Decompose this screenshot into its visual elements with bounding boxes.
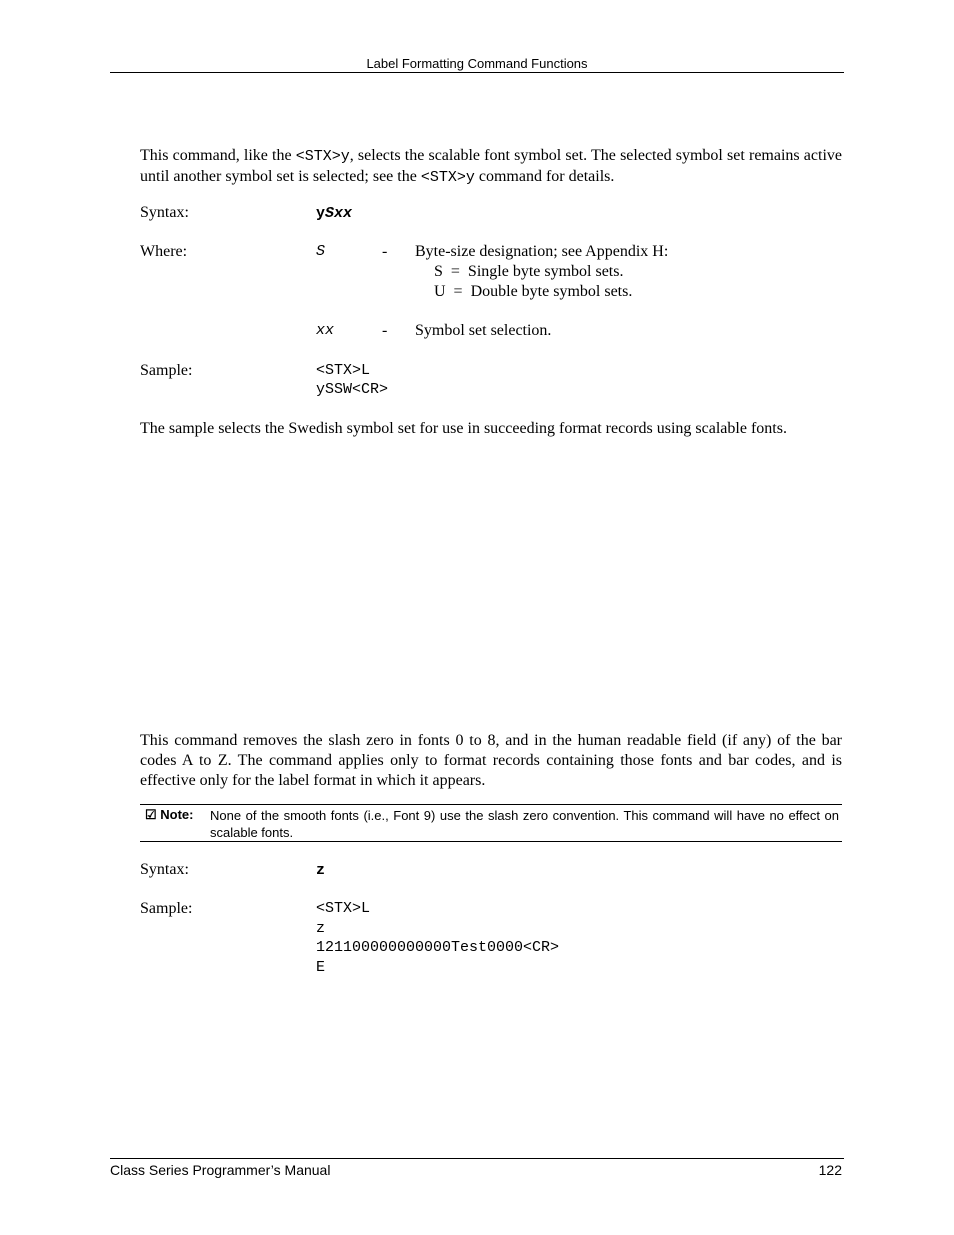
intro-text: , selects the scalable font symbol set. The selected symbol set remains active until another symbol set is selected; see the (140, 147, 842, 185)
param-description: Byte-size designation; see Appendix H: (415, 243, 669, 260)
syntax-label: Syntax: (140, 204, 189, 221)
sample-line: ySSW<CR> (316, 381, 389, 398)
sample-label: Sample: (140, 362, 193, 379)
sample-line: z (316, 919, 326, 937)
note-top-rule (140, 804, 842, 805)
intro-code: <STX>y (295, 148, 350, 165)
syntax-param: Sxx (325, 205, 353, 222)
syntax-prefix: y (316, 205, 326, 222)
sample-line: <STX>L (316, 362, 371, 379)
footer-manual-title: Class Series Programmer’s Manual (110, 1162, 331, 1178)
param-option: S = Single byte symbol sets. (434, 263, 624, 280)
header-divider (110, 72, 844, 73)
sample-line: E (316, 958, 326, 976)
syntax-label: Syntax: (140, 861, 189, 878)
section1-closing: The sample selects the Swedish symbol set for use in succeeding format records using scalable fonts. (140, 420, 787, 437)
param-dash: - (382, 243, 388, 260)
page-header-title: Label Formatting Command Functions (366, 56, 588, 71)
section2-intro: This command removes the slash zero in fonts 0 to 8, and in the human readable field (if any) of the bar codes A to Z. The command applies only to format records containing those fonts and bar codes, and is effective only for the label format in which it appears. (140, 732, 842, 789)
note-label: ☑ Note: (145, 807, 194, 822)
syntax-value (316, 204, 352, 224)
note-bottom-rule (140, 841, 842, 842)
param-option: U = Double byte symbol sets. (434, 283, 633, 300)
syntax-value: z (316, 862, 326, 879)
intro-text: This command, like the (140, 147, 296, 164)
param-name: S (316, 243, 326, 260)
param-name: xx (316, 322, 335, 339)
page-number: 122 (818, 1162, 842, 1178)
footer-divider (110, 1158, 844, 1159)
sample-label: Sample: (140, 900, 193, 917)
sample-line: <STX>L (316, 900, 371, 917)
where-label: Where: (140, 243, 188, 260)
intro-code: <STX>y (420, 169, 475, 186)
note-text: None of the smooth fonts (i.e., Font 9) use the slash zero convention. This command will have no effect on scalable fonts. (210, 808, 839, 840)
intro-text: command for details. (474, 168, 615, 185)
param-description: Symbol set selection. (415, 322, 552, 339)
param-dash: - (382, 322, 388, 339)
sample-line: 121100000000000Test0000<CR> (316, 939, 560, 956)
section1-intro (140, 146, 842, 188)
